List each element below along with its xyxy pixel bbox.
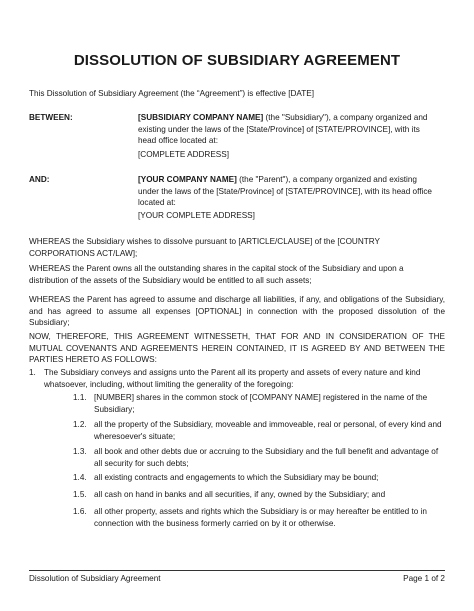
subclause-text: all existing contracts and engagements to which the Subsidiary may be bound; [94, 473, 379, 482]
subclause-number: 1.6. [73, 507, 87, 516]
parent-party-block [138, 174, 438, 209]
footer-page-number: Page 1 of 2 [403, 574, 445, 583]
clause-1-number: 1. [29, 368, 36, 377]
subsidiary-address: [COMPLETE ADDRESS] [138, 150, 229, 159]
parent-address: [YOUR COMPLETE ADDRESS] [138, 211, 255, 220]
footer-divider [29, 570, 445, 571]
now-therefore-paragraph: NOW, THEREFORE, THIS AGREEMENT WITNESSETH, THAT FOR AND IN CONSIDERATION OF THE MUTUAL COVENANTS AND AGREEMENTS HEREIN CONTAINED, IT IS AGREED BY AND BETWEEN THE PARTIES HERETO AS FOLLOWS: [29, 332, 445, 364]
and-label: AND: [29, 175, 50, 184]
subclause-text: [NUMBER] shares in the common stock of [COMPANY NAME] registered in the name of the Subsidiary; [94, 393, 428, 414]
subclause-number: 1.4. [73, 473, 87, 482]
whereas-paragraph-2: WHEREAS the Parent owns all the outstanding shares in the capital stock of the Subsidiary and upon a distribution of the assets of the Subsidiary would be entitled to all such assets; [29, 264, 404, 285]
parent-description: (the "Parent"), a company organized and existing under the laws of the [State/Province] of [STATE/PROVINCE], with its head office located at: [138, 175, 432, 207]
between-label: BETWEEN: [29, 113, 73, 122]
parent-name: [YOUR COMPANY NAME] [138, 175, 237, 184]
subclause-number: 1.2. [73, 420, 87, 429]
intro-paragraph: This Dissolution of Subsidiary Agreement (the “Agreement”) is effective [DATE] [29, 89, 315, 98]
document-title: DISSOLUTION OF SUBSIDIARY AGREEMENT [73, 52, 401, 69]
subsidiary-name: [SUBSIDIARY COMPANY NAME] [138, 113, 264, 122]
subclause-number: 1.3. [73, 447, 87, 456]
subclause-number: 1.1. [73, 393, 87, 402]
subsidiary-description: (the "Subsidiary"), a company organized and existing under the laws of the [State/Province] of [STATE/PROVINCE], with its head office located at: [138, 113, 428, 145]
subclause-text: all book and other debts due or accruing to the Subsidiary and the full benefit and advantage of all security for such debts; [94, 447, 439, 468]
whereas-paragraph-1: WHEREAS the Subsidiary wishes to dissolve pursuant to [ARTICLE/CLAUSE] of the [COUNTRY CORPORATIONS ACT/LAW]; [29, 237, 380, 258]
subsidiary-party-block [138, 112, 438, 147]
subclause-number: 1.5. [73, 490, 87, 499]
footer-document-title: Dissolution of Subsidiary Agreement [29, 574, 161, 583]
subclause-text: all cash on hand in banks and all securities, if any, owned by the Subsidiary; and [94, 490, 386, 499]
subclause-text: all other property, assets and rights which the Subsidiary is or may hereafter be entitled to in connection with the business formerly carried on by it or otherwise. [94, 507, 427, 528]
clause-1-text: The Subsidiary conveys and assigns unto the Parent all its property and assets of every nature and kind whatsoever, including, without limiting the generality of the foregoing: [44, 368, 421, 389]
whereas-paragraph-3: WHEREAS the Parent has agreed to assume and discharge all liabilities, if any, and obligations of the Subsidiary, and has agreed to assume all expenses [OPTIONAL] in connection with the proposed dissolution of the Subsidiary; [29, 295, 445, 327]
subclause-text: all the property of the Subsidiary, moveable and immoveable, real or personal, of every kind and wheresoever's situate; [94, 420, 442, 441]
